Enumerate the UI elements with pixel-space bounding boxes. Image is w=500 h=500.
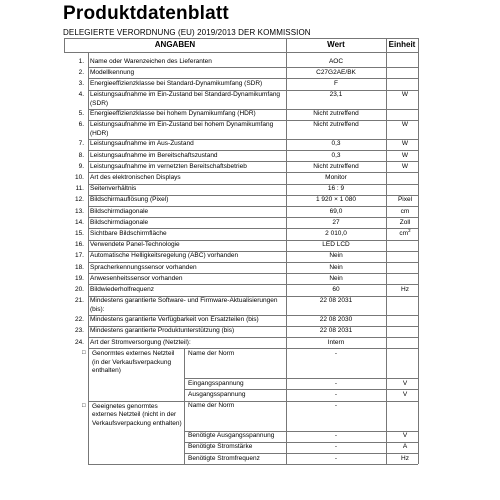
row-label: Sichtbare Bildschirmfläche [90, 229, 167, 237]
row-value: 0,3 [331, 140, 341, 148]
row-label: Automatische Helligkeitsregelung (ABC) vorhanden [90, 252, 239, 260]
row-number: 22. [74, 316, 84, 324]
unit-superscript: 2 [408, 227, 411, 233]
row-number: 1. [78, 57, 84, 65]
row-label: Art der Stromversorgung (Netzteil): [90, 338, 191, 346]
row-number: 24. [74, 338, 84, 346]
row-unit: W [401, 151, 409, 159]
column-divider [386, 38, 387, 464]
row-number: 13. [74, 207, 84, 215]
row-value: F [334, 79, 338, 87]
row-label: Seitenverhältnis [90, 185, 137, 193]
row-value: Intern [327, 338, 345, 346]
checkbox-bullet: □ [82, 350, 86, 357]
row-number: 20. [74, 285, 84, 293]
row-value: 23,1 [329, 91, 343, 99]
row-value: 1 920 × 1 080 [316, 196, 356, 204]
column-divider [64, 38, 65, 52]
row-label: Bildschirmdiagonale [90, 218, 149, 226]
row-value: 2 010,0 [325, 229, 347, 237]
psu-option-label: Geeignetes genormtes [92, 402, 158, 410]
header-einheit: Einheit [388, 40, 416, 49]
row-value: 69,0 [329, 207, 343, 215]
column-divider [88, 52, 89, 464]
column-divider [184, 348, 185, 400]
psu-sub-value: - [334, 379, 338, 387]
row-unit: W [401, 140, 409, 148]
row-unit: $cm^2$ [399, 227, 411, 237]
row-unit: W [401, 162, 409, 170]
psu-sub-label: Benötigte Stromstärke [188, 443, 253, 451]
row-value: 22 08 2031 [319, 297, 353, 305]
row-value: Nicht zutreffend [313, 110, 359, 118]
psu-sub-unit: V [402, 379, 408, 387]
psu-sub-label: Name der Norm [188, 349, 235, 357]
column-divider [184, 401, 185, 465]
psu-sub-label: Benötigte Ausgangsspannung [188, 432, 275, 440]
row-number: 5. [78, 110, 84, 118]
row-value: 22 08 2031 [319, 327, 353, 335]
psu-sub-value: - [334, 443, 338, 451]
row-label: (HDR) [90, 129, 109, 137]
row-number: 4. [78, 91, 84, 99]
row-value: 0,3 [331, 151, 341, 159]
psu-option-label: enthalten) [92, 367, 121, 375]
psu-option-label: (in der Verkaufsverpackung [92, 358, 172, 366]
row-label: Mindestens garantierte Verfügbarkeit von Ersatzteilen (bis) [90, 316, 259, 324]
row-unit: W [401, 91, 409, 99]
row-label: Bildschirmdiagonale [90, 207, 149, 215]
row-number: 11. [75, 185, 84, 193]
row-label: Name oder Warenzeichen des Lieferanten [90, 57, 212, 65]
row-value: Nicht zutreffend [313, 162, 359, 170]
row-label: Leistungsaufnahme im vernetzten Bereitschaftsbetrieb [90, 162, 247, 170]
row-label: Spracherkennungssensor vorhanden [90, 263, 197, 271]
row-number: 17. [74, 252, 84, 260]
header-wert: Wert [327, 40, 345, 49]
checkbox-bullet: □ [82, 402, 86, 409]
psu-sub-value: - [334, 390, 338, 398]
psu-option-label: Verkaufsverpackung enthalten) [92, 419, 182, 427]
row-value: 22 08 2030 [319, 316, 353, 324]
row-number: 18. [74, 263, 84, 271]
row-value: 27 [332, 218, 340, 226]
row-number: 23. [74, 327, 84, 335]
row-value: C27G2AE/BK [316, 68, 356, 76]
row-unit: Zoll [399, 218, 411, 226]
psu-sub-unit: V [402, 432, 408, 440]
psu-option-label: externes Netzteil (nicht in der [92, 411, 177, 419]
psu-sub-unit: V [402, 390, 408, 398]
row-divider [88, 464, 418, 465]
row-label: Art des elektronischen Displays [90, 173, 181, 181]
psu-sub-value: - [334, 432, 338, 440]
row-value: Nein [329, 274, 343, 282]
psu-sub-label: Benötigte Stromfrequenz [188, 454, 260, 462]
row-label: Bildwiederholfrequenz [90, 285, 154, 293]
row-value: 60 [332, 285, 340, 293]
row-label: Bildschirmauflösung (Pixel) [90, 196, 169, 204]
row-value: AOC [328, 57, 344, 65]
row-unit: W [401, 121, 409, 129]
row-number: 15. [74, 229, 84, 237]
row-number: 14. [74, 218, 84, 226]
row-label: Leistungsaufnahme im Ein-Zustand bei hohem Dynamikumfang [90, 121, 274, 129]
row-number: 10. [74, 173, 84, 181]
psu-sub-value: - [334, 454, 338, 462]
row-unit: Hz [401, 285, 409, 293]
row-number: 2. [78, 68, 84, 76]
row-label: Modellkennung [90, 68, 135, 76]
sheet-title: Produktdatenblatt [63, 3, 229, 24]
psu-option-label: Genormtes externes Netzteil [92, 350, 175, 358]
row-label: Energieeffizienzklasse bei Standard-Dynamikumfang (SDR) [90, 79, 263, 87]
row-label: Mindestens garantierte Software- und Firmware-Aktualisierungen [90, 297, 278, 305]
row-label: (SDR) [90, 99, 109, 107]
row-number: 21. [74, 297, 84, 305]
row-value: Nein [329, 252, 343, 260]
column-divider [418, 38, 419, 464]
row-label: (bis): [90, 305, 105, 313]
row-value: Monitor [325, 173, 347, 181]
psu-sub-value: - [334, 402, 338, 410]
psu-sub-label: Name der Norm [188, 402, 235, 410]
row-label: Verwendete Panel-Technologie [90, 241, 180, 249]
row-label: Mindestens garantierte Produktunterstützung (bis) [90, 327, 235, 335]
row-label: Energieeffizienzklasse bei hohem Dynamikumfang (HDR) [90, 110, 256, 118]
row-number: 16. [74, 241, 84, 249]
row-number: 7. [78, 140, 84, 148]
row-unit: Pixel [397, 196, 413, 204]
row-label: Leistungsaufnahme im Bereitschaftszustand [90, 151, 218, 159]
psu-sub-label: Eingangsspannung [188, 379, 244, 387]
psu-sub-label: Ausgangsspannung [188, 390, 246, 398]
row-value: LED LCD [322, 241, 350, 249]
row-number: 3. [78, 79, 84, 87]
row-number: 12. [74, 196, 84, 204]
row-number: 19. [74, 274, 84, 282]
row-divider [64, 52, 418, 53]
row-label: Leistungsaufnahme im Ein-Zustand bei Standard-Dynamikumfang [90, 91, 281, 99]
column-divider [286, 38, 287, 464]
psu-sub-unit: A [402, 443, 408, 451]
row-unit: cm [400, 207, 410, 215]
row-number: 9. [78, 162, 84, 170]
row-value: Nein [329, 263, 343, 271]
row-number: 6. [78, 121, 84, 129]
header-angaben: ANGABEN [154, 40, 196, 49]
row-value: Nicht zutreffend [313, 121, 359, 129]
regulation-subtitle: DELEGIERTE VERORDNUNG (EU) 2019/2013 DER KOMMISSION [63, 28, 311, 37]
row-label: Leistungsaufnahme im Aus-Zustand [90, 140, 194, 148]
psu-sub-value: - [334, 349, 338, 357]
row-label: Anwesenheitssensor vorhanden [90, 274, 183, 282]
row-number: 8. [78, 151, 84, 159]
row-value: 16 : 9 [327, 185, 345, 193]
psu-sub-unit: Hz [401, 454, 409, 462]
